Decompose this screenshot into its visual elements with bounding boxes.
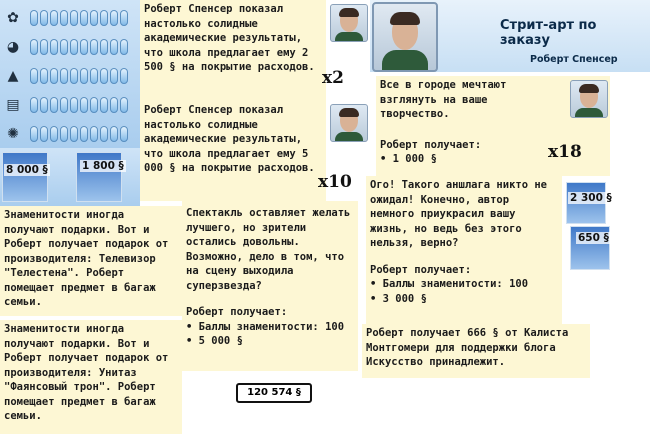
household-funds — [236, 383, 312, 403]
gear-icon: ✺ — [7, 126, 19, 142]
note-text: Роберт Спенсер показал настолько солидные академические результаты, что школа предлагает ему 2 500 § на покрытие расходов. — [144, 3, 315, 73]
skill-pip — [120, 97, 128, 113]
skill-pip — [40, 68, 48, 84]
painting-price-2: 650 § — [578, 232, 609, 244]
school-scholarship-note-2 — [140, 101, 326, 201]
streetart-title: Стрит-арт по заказу — [500, 18, 597, 48]
skill-pip — [120, 10, 128, 26]
skill-pip — [60, 68, 68, 84]
note-text: Роберт получает 666 § от Калиста Монтгомери для поддержки блога Искусство принадлежит. — [366, 327, 569, 368]
skill-pip — [80, 68, 88, 84]
skill-row — [2, 91, 138, 119]
blog-donation-note — [362, 324, 590, 378]
sim-portrait-thumb[interactable] — [570, 80, 608, 118]
tv-price: 8 000 § — [6, 164, 48, 176]
skill-pip — [80, 126, 88, 142]
sim-portrait-large[interactable] — [372, 2, 438, 72]
skill-pip — [40, 97, 48, 113]
skill-pip — [30, 39, 38, 55]
skill-pip — [110, 126, 118, 142]
skills-panel — [0, 0, 140, 148]
note-text: Все в городе мечтают взглянуть на ваше творчество. — [380, 79, 507, 120]
skill-pip — [50, 126, 58, 142]
sim-portrait-thumb[interactable] — [330, 4, 368, 42]
rewards-heading: Роберт получает: — [186, 306, 288, 318]
sim-portrait-thumb[interactable] — [330, 104, 368, 142]
skill-pip — [70, 97, 78, 113]
skill-pip — [30, 10, 38, 26]
skill-pip — [30, 68, 38, 84]
skill-pip — [90, 97, 98, 113]
skill-pip — [70, 10, 78, 26]
celebrity-gift-note-1 — [0, 206, 182, 316]
skill-pip — [50, 68, 58, 84]
skill-pip — [70, 68, 78, 84]
skill-pip — [100, 68, 108, 84]
skill-pip — [90, 10, 98, 26]
toilet-price: 1 800 § — [82, 160, 124, 172]
painting-price-1: 2 300 § — [570, 192, 612, 204]
skill-pip — [100, 39, 108, 55]
skill-pip — [70, 126, 78, 142]
skill-pip — [60, 10, 68, 26]
play-performance-note — [182, 201, 358, 371]
skill-pip — [100, 97, 108, 113]
skill-pip — [100, 126, 108, 142]
skill-row — [2, 62, 138, 90]
skill-pip — [120, 126, 128, 142]
note-text: Ого! Такого аншлага никто не ожидал! Конечно, автор немного приукрасил вашу жизнь, но ведь без этого нельзя, верно? — [370, 179, 548, 249]
skill-pip — [30, 126, 38, 142]
skill-pip — [80, 97, 88, 113]
skill-pip — [120, 68, 128, 84]
skill-pip — [110, 68, 118, 84]
skill-pip — [50, 39, 58, 55]
skill-pip — [60, 97, 68, 113]
note-text: Знаменитости иногда получают подарки. Вот и Роберт получает подарок от производителя: Унитаз "Фаянсовый трон". Роберт помещает предмет в багаж семьи. — [4, 323, 169, 422]
reward-money: • 5 000 § — [186, 335, 243, 347]
skill-pip — [80, 39, 88, 55]
reward-money: • 3 000 § — [370, 292, 427, 305]
book-icon: ▤ — [6, 97, 20, 113]
flask-icon: ▲ — [7, 68, 19, 84]
skill-pip — [110, 10, 118, 26]
gift-box-icon: ✿ — [7, 10, 19, 26]
multiplier-badge: x18 — [548, 142, 582, 162]
skill-row — [2, 33, 138, 61]
globe-icon: ◕ — [6, 39, 20, 55]
skill-pip — [30, 97, 38, 113]
skill-pip — [60, 39, 68, 55]
note-text: Роберт Спенсер показал настолько солидные академические результаты, что школа предлагает ему 5 000 § на покрытие расходов. — [144, 104, 315, 174]
multiplier-badge: x2 — [322, 68, 344, 88]
rewards-heading: Роберт получает: — [380, 138, 482, 151]
streetart-header — [370, 0, 650, 72]
celebrity-gift-note-2 — [0, 320, 182, 434]
skill-pip — [90, 68, 98, 84]
multiplier-badge: x10 — [318, 172, 352, 192]
skill-pip — [70, 39, 78, 55]
school-scholarship-note-1 — [140, 0, 326, 101]
skill-row — [2, 120, 138, 148]
reward-fame: • Баллы знаменитости: 100 — [186, 320, 345, 333]
skill-pip — [50, 10, 58, 26]
skill-pip — [90, 39, 98, 55]
tv-item-thumbnail[interactable] — [2, 152, 48, 202]
skill-pip — [40, 10, 48, 26]
skill-pip — [50, 97, 58, 113]
skill-pip — [40, 126, 48, 142]
skill-pip — [90, 126, 98, 142]
reward-fame: • Баллы знаменитости: 100 — [370, 278, 529, 290]
note-text: Знаменитости иногда получают подарки. Вот и Роберт получает подарок от производителя: Телевизор "Телестена". Роберт помещает предмет в багаж семьи. — [4, 209, 169, 308]
skill-pip — [110, 97, 118, 113]
skill-pip — [40, 39, 48, 55]
streetart-sim-name: Роберт Спенсер — [530, 54, 618, 65]
note-text: Спектакль оставляет желать лучшего, но зрители остались довольны. Возможно, дело в том, что на сцену выходила суперзвезда? — [186, 207, 351, 292]
skill-pip — [100, 10, 108, 26]
rewards-heading: Роберт получает: — [370, 263, 472, 276]
skill-pip — [80, 10, 88, 26]
skill-pip — [60, 126, 68, 142]
skill-row — [2, 4, 138, 32]
skill-pip — [120, 39, 128, 55]
full-house-note — [366, 176, 562, 324]
reward-money: • 1 000 § — [380, 153, 437, 165]
skill-pip — [110, 39, 118, 55]
funds-value: 120 574 § — [247, 387, 301, 398]
